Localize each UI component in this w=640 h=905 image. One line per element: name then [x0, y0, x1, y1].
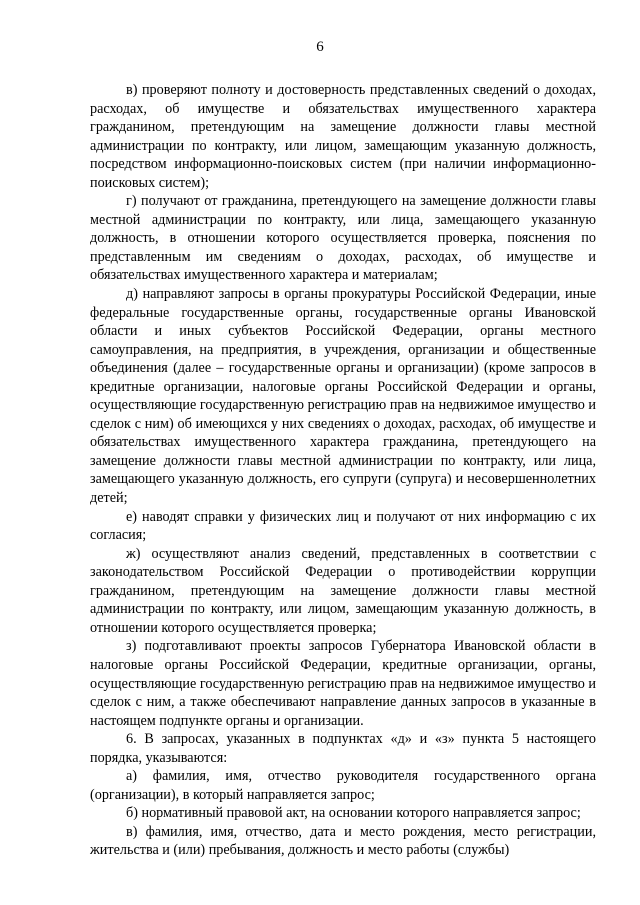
paragraph-subitem-g: г) получают от гражданина, претендующего на замещение должности главы местной администрации по контракту, или лица, замещающего указанную должность, в отношении которого осуществляется проверка, пояснения по представленным им сведениям о доходах, расходах, об имуществе и обязательствах имущественного характера и материалам;: [90, 193, 596, 284]
paragraph-subitem-v2: в) фамилия, имя, отчество, дата и место рождения, место регистрации, жительства и (или) пребывания, должность и место работы (службы): [90, 823, 596, 859]
paragraph-subitem-b: б) нормативный правовой акт, на основании которого направляется запрос;: [126, 805, 581, 822]
paragraph-subitem-e: е) наводят справки у физических лиц и получают от них информацию с их согласия;: [90, 508, 596, 544]
page-number: 6: [316, 39, 324, 55]
document-body: [90, 81, 596, 860]
paragraph-subitem-d: д) направляют запросы в органы прокуратуры Российской Федерации, иные федеральные государственные органы, государственные органы Ивановской области и иных субъектов Российской Федерации, органы местного самоуправления, на предприятия, в учреждения, организации и общественные объединения (далее – государственные органы и организации) (кроме запросов в кредитные организации, налоговые органы Российской Федерации и органы, осуществляющие государственную регистрацию прав на недвижимое имущество и сделок с ним) об имеющихся у них сведениях о доходах, расходах, об имуществе и обязательствах имущественного характера гражданина, претендующего на замещение должности главы местной администрации по контракту, или лица, замещающего указанную должность, его супруги (супруга) и несовершеннолетних детей;: [90, 286, 596, 507]
paragraph-subitem-v: в) проверяют полноту и достоверность представленных сведений о доходах, расходах, об имуществе и обязательствах имущественного характера гражданином, претендующим на замещение должности главы местной администрации по контракту, или лицом, замещающим указанную должность, посредством информационно-поисковых систем (при наличии информационно-поисковых систем);: [90, 82, 596, 191]
paragraph-item-6: 6. В запросах, указанных в подпунктах «д» и «з» пункта 5 настоящего порядка, указываются:: [90, 731, 596, 766]
paragraph-subitem-z: з) подготавливают проекты запросов Губернатора Ивановской области в налоговые органы Российской Федерации, кредитные организации, органы, осуществляющие государственную регистрацию прав на недвижимое имущество и сделок с ним, а также обеспечивают направление данных запросов в указанные в настоящем подпункте органы и организации.: [90, 638, 596, 729]
paragraph-subitem-zh: ж) осуществляют анализ сведений, представленных в соответствии с законодательством Российской Федерации о противодействии коррупции гражданином, претендующим на замещение должности главы местной администрации по контракту, или лицом, замещающим указанную должность, в отношении которого осуществляется проверка;: [90, 545, 596, 636]
paragraph-subitem-a: а) фамилия, имя, отчество руководителя государственного органа (организации), в который направляется запрос;: [90, 768, 596, 803]
